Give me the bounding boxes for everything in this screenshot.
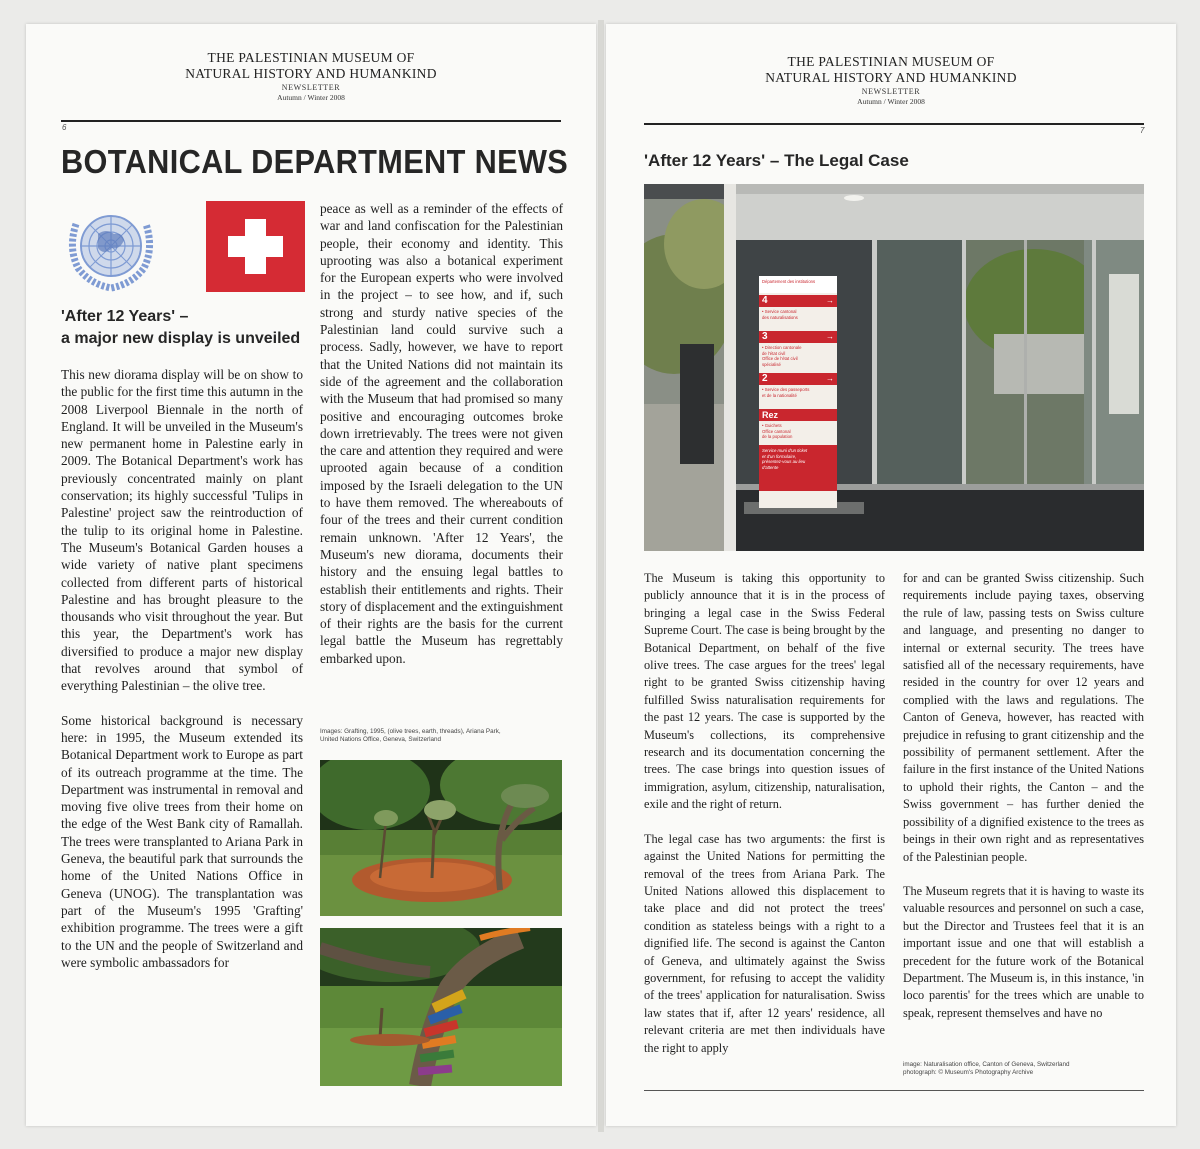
left-column-1 — [61, 366, 303, 971]
footer-rule — [644, 1090, 1144, 1091]
sign-text: de l'état civil — [762, 350, 786, 356]
olive-tree-photo-2 — [320, 928, 562, 1086]
masthead-newsletter: NEWSLETTER — [281, 83, 341, 92]
swiss-flag-icon — [206, 201, 305, 292]
image-caption — [320, 728, 501, 744]
sign-text: Office de l'état civil — [762, 356, 798, 361]
paragraph: The legal case has two arguments: the first is against the United Nations for permitting the removal of the trees from Ariana Park. The United Nations allowed this displacement to take place and did not protect the trees' condition as stateless beings with a right to a dignified life. The second is against the Canton of Geneva, and ultimately against the Swiss government, for refusing to accept the validity of the trees' application for naturalisation. Swiss law states that if, after 12 years' residence, all relevant criteria are met then individuals have the right to apply — [644, 831, 885, 1055]
caption-line: United Nations Office, Geneva, Switzerland — [320, 736, 441, 743]
masthead-newsletter: NEWSLETTER — [861, 87, 921, 96]
right-column-2 — [903, 570, 1144, 1022]
sign-text: spécialisé — [762, 361, 781, 367]
paragraph: Some historical background is necessary here: in 1995, the Museum extended its Botanical Department work to Europe as part of its outreach programme at the time. The Department was instrumental in removal and moving five olive trees from their home on the edge of the West Bank city of Ramallah. The trees were transplanted to Ariana Park in Geneva, the beautiful park that surrounds the home of the United Nations Office in Geneva (UNOG). The transplantation was part of the Museum's 1995 'Grafting' exhibition programme. The trees were a gift to the UN and the people of Switzerland and were symbolic ambassadors for — [61, 712, 303, 970]
sign-text: Office cantonal — [762, 428, 791, 434]
subtitle-line1: 'After 12 Years' – — [61, 308, 189, 325]
page-number: 6 — [62, 123, 67, 132]
masthead-line1: THE PALESTINIAN MUSEUM OF — [207, 50, 415, 65]
sign-text: et d'un formulaire, — [762, 453, 797, 459]
masthead-line1: THE PALESTINIAN MUSEUM OF — [787, 54, 995, 69]
right-page — [606, 24, 1176, 1126]
olive-tree-photo-1 — [320, 760, 562, 916]
sign-floor-3: 3 — [762, 331, 768, 342]
page-number: 7 — [1140, 126, 1145, 135]
sign-text: présentez-vous au lieu — [762, 459, 806, 464]
masthead-right — [606, 54, 1176, 106]
right-column-1 — [644, 570, 885, 1057]
header-rule — [61, 120, 561, 122]
header-rule — [644, 123, 1144, 125]
left-page — [26, 24, 596, 1126]
sign-floor-rez: Rez — [759, 409, 837, 421]
caption-line: image: Naturalisation office, Canton of Geneva, Switzerland — [903, 1061, 1070, 1068]
caption-line: photograph: © Museum's Photography Archive — [903, 1069, 1034, 1076]
sign-text: d'attente — [762, 464, 779, 470]
masthead-line2: NATURAL HISTORY AND HUMANKIND — [185, 66, 437, 81]
paragraph: The Museum is taking this opportunity to publicly announce that it is in the process of bringing a legal case in the Swiss Federal Supreme Court. The case is being brought by the Botanical Department, on behalf of the five olive trees. The case argues for the trees' legal right to be granted Swiss citizenship having fulfilled Swiss naturalisation requirements for the past 12 years. The case is supported by the Museum's collections, its comprehensive research and its documentation concerning the trees. The case brings into question issues of immigration, asylum, citizenship, naturalisation, exile and the right of return. — [644, 571, 885, 812]
un-emblem-icon — [62, 204, 160, 292]
sign-text: • Direction cantonale — [762, 345, 802, 350]
paragraph: for and can be granted Swiss citizenship. Such requirements include paying taxes, observing the rule of law, passing tests on Swiss culture and language, and presenting no danger to internal or external security. The trees have satisfied all of the necessary requirements, have resided in the country for over 12 years and complied with the laws and regulations. The Canton of Geneva, however, has reacted with prejudice in refusing to grant citizenship and the possibility of permanent settlement. After the failure in the first instance of the United Nations to uphold their rights, the Canton – and the Swiss government – has further denied the possibility of a dignified existence to the trees as beings in their own right and as representatives of the Palestinian people. — [903, 571, 1144, 864]
subtitle-line2: a major new display is unveiled — [61, 330, 301, 347]
directory-sign — [759, 276, 837, 508]
sign-text: • Guichets — [762, 423, 782, 428]
sign-text: et de la nationalité — [762, 392, 797, 398]
sign-text: des naturalisations — [762, 314, 798, 320]
page-title: BOTANICAL DEPARTMENT NEWS — [61, 143, 569, 180]
sign-text: • Service des passeports — [762, 387, 810, 392]
sign-text: • Service cantonal — [762, 309, 797, 314]
naturalisation-office-photo — [644, 184, 1144, 551]
sign-floor-4: 4 — [762, 295, 768, 306]
paragraph: This new diorama display will be on show to the public for the first time this autumn in the 2008 Liverpool Biennale in the north of England. It will be unveiled in the Museum's new permanent home in Palestine early in 2009. The Botanical Department's work has previously concentrated mainly on plant conservation; its highly successful 'Tulips in Palestine' project saw the reintroduction of the tulip to its original home in Palestine. The Museum's Botanical Garden houses a wide variety of native plant specimens collected from different parts of historical Palestine and has brought pleasure to the thousands who visit throughout the year. But this year, the Department's work has diversified to produce a major new display that revolves around that symbol of everything Palestinian – the olive tree. — [61, 367, 303, 694]
article-subtitle — [61, 306, 300, 350]
paragraph: peace as well as a reminder of the effects of war and land confiscation for the Palestinian people, their economy and identity. This uprooting was also a botanical experiment for the European experts who were involved in the project – to see how, and if, such strong and sturdy native species of the Palestinian land could survive such a process. Sadly, however, we have to report that the United Nations did not maintain its side of the agreement and the collaboration with the Museum that had promised so many positive and encouraging outcomes broke down irretrievably. The trees were not given the care and attention they required and were uprooted again because of a condition imposed by the Israeli delegation to the UN to have them removed. The whereabouts of four of the trees and their current condition remain unknown. 'After 12 Years', the Museum's new diorama, documents their history and the ensuing legal battles to establish their entitlements and rights. Their story of displacement and the extinguishment of their rights are the basis for the current legal battle the Museum has regrettably embarked upon. — [320, 201, 563, 666]
sign-text: Service muni d'un ticket — [762, 448, 808, 453]
page-title: 'After 12 Years' – The Legal Case — [644, 151, 909, 170]
caption-line: Images: Grafting, 1995, (olive trees, earth, threads), Ariana Park, — [320, 728, 501, 735]
left-column-2 — [320, 200, 563, 667]
masthead-season: Autumn / Winter 2008 — [857, 97, 925, 106]
spine-fold — [598, 20, 604, 1132]
masthead-line2: NATURAL HISTORY AND HUMANKIND — [765, 70, 1017, 85]
masthead-season: Autumn / Winter 2008 — [277, 93, 345, 102]
image-caption — [903, 1061, 1070, 1077]
arrow-right-icon: → — [826, 296, 834, 305]
sign-header: Département des institutions — [759, 276, 837, 293]
masthead-left — [26, 50, 596, 102]
sign-floor-2: 2 — [762, 373, 768, 384]
arrow-right-icon: → — [826, 332, 834, 341]
paragraph: The Museum regrets that it is having to waste its valuable resources and personnel on such a case, but the Director and Trustees feel that it is an important issue and one that will establish a precedent for the future work of the Botanical Department. The Museum is, in this instance, 'in loco parentis' for the trees which are unable to speak, represent themselves and have no — [903, 883, 1144, 1020]
arrow-right-icon: → — [826, 374, 834, 383]
sign-text: de la population — [762, 434, 793, 439]
